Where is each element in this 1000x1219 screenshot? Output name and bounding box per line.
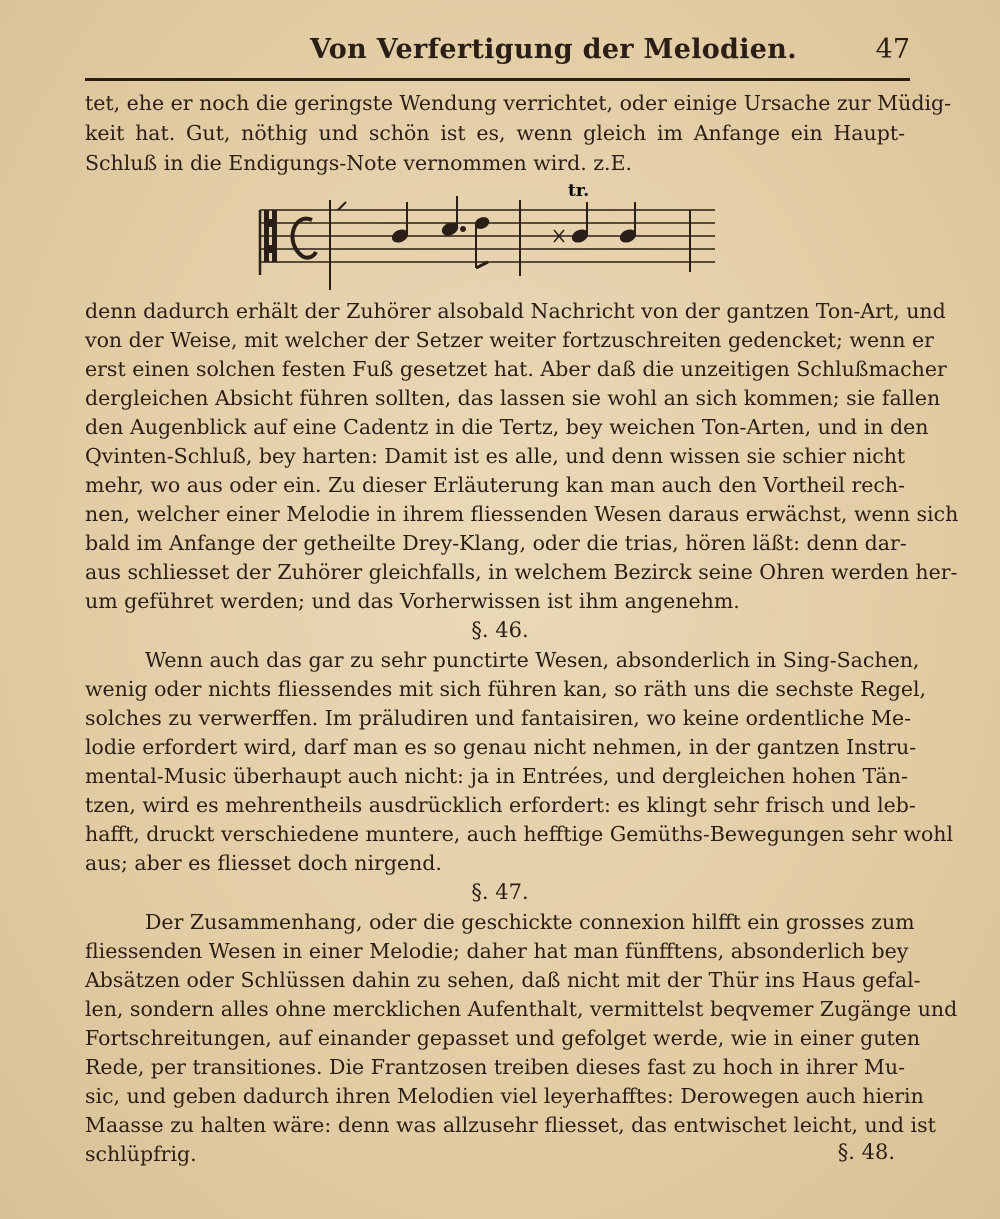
text-line: dergleichen Absicht führen sollten, das lassen sie wohl an sich kommen; sie fallen (85, 386, 941, 410)
text-line: aus schliesset der Zuhörer gleichfalls, in welchem Bezirck seine Ohren werden her- (85, 560, 958, 584)
page-number: 47 (875, 34, 910, 65)
text-line: hafft, druckt verschiedene muntere, auch hefftige Gemüths-Bewegungen sehr wohl (85, 822, 954, 846)
text-line: keit hat. Gut, nöthig und schön ist es, wenn gleich im Anfange ein Haupt- (85, 121, 905, 145)
text-line: denn dadurch erhält der Zuhörer alsobald Nachricht von der gantzen Ton-Art, und (85, 299, 946, 323)
text-line: nen, welcher einer Melodie in ihrem fliessenden Wesen daraus erwächst, wenn sich (85, 502, 959, 526)
text-line: erst einen solchen festen Fuß gesetzet hat. Aber daß die unzeitigen Schlußmacher (85, 357, 947, 381)
text-line: aus; aber es fliesset doch nirgend. (85, 851, 442, 875)
text-line: fliessenden Wesen in einer Melodie; daher hat man fünfftens, absonderlich bey (85, 939, 909, 963)
text-line: den Augenblick auf eine Cadentz in die Tertz, bey weichen Ton-Arten, und in den (85, 415, 929, 439)
text-line: lodie erfordert wird, darf man es so genau nicht nehmen, in der gantzen Instru- (85, 735, 917, 759)
music-example (250, 172, 720, 292)
section-heading-47: §. 47. (471, 880, 529, 904)
text-line: len, sondern alles ohne mercklichen Aufenthalt, vermittelst beqvemer Zugänge und (85, 997, 958, 1021)
text-line: bald im Anfange der getheilte Drey-Klang, oder die trias, hören läßt: denn dar- (85, 531, 907, 555)
text-line: Absätzen oder Schlüssen dahin zu sehen, daß nicht mit der Thür ins Haus gefal- (85, 968, 921, 992)
time-signature (293, 219, 316, 258)
text-line: sic, und geben dadurch ihren Melodien viel leyerhafftes: Derowegen auch hierin (85, 1084, 924, 1108)
trill-mark: tr. (568, 181, 590, 201)
page-header (85, 30, 910, 74)
running-title: Von Verfertigung der Melodien. (310, 34, 797, 65)
text-line: Der Zusammenhang, oder die geschickte connexion hilfft ein grosses zum (145, 910, 915, 934)
text-line: um geführet werden; und das Vorherwissen ist ihm angenehm. (85, 589, 740, 613)
catchword: §. 48. (837, 1140, 895, 1164)
text-line: Maasse zu halten wäre: denn was allzusehr fliesset, das entwischet leicht, und ist (85, 1113, 936, 1137)
text-line: schlüpfrig. (85, 1142, 197, 1166)
text-line: Wenn auch das gar zu sehr punctirte Wesen, absonderlich in Sing-Sachen, (145, 648, 920, 672)
text-line: Schluß in die Endigungs-Note vernommen wird. z.E. (85, 151, 633, 175)
text-line: mental-Music überhaupt auch nicht: ja in Entrées, und dergleichen hohen Tän- (85, 764, 908, 788)
text-line: mehr, wo aus oder ein. Zu dieser Erläuterung kan man auch den Vortheil rech- (85, 473, 905, 497)
text-line: Qvinten-Schluß, bey harten: Damit ist es alle, und denn wissen sie schier nicht (85, 444, 906, 468)
music-staff (250, 172, 720, 292)
staff-lines (260, 210, 715, 262)
notes (338, 196, 638, 268)
text-line: von der Weise, mit welcher der Setzer weiter fortzuschreiten gedencket; wenn er (85, 328, 934, 352)
text-line: tzen, wird es mehrentheils ausdrücklich erfordert: es klingt sehr frisch und leb- (85, 793, 916, 817)
text-line: tet, ehe er noch die geringste Wendung verrichtet, oder einige Ursache zur Müdig- (85, 91, 952, 115)
section-heading-46: §. 46. (471, 618, 529, 642)
text-line: solches zu verwerffen. Im präludiren und fantaisiren, wo keine ordentliche Me- (85, 706, 912, 730)
header-rule (85, 78, 910, 81)
text-line: Fortschreitungen, auf einander gepasset und gefolget werde, wie in einer guten (85, 1026, 921, 1050)
text-line: wenig oder nichts fliessendes mit sich führen kan, so räth uns die sechste Regel, (85, 677, 927, 701)
text-line: Rede, per transitiones. Die Frantzosen treiben dieses fast zu hoch in ihrer Mu- (85, 1055, 905, 1079)
